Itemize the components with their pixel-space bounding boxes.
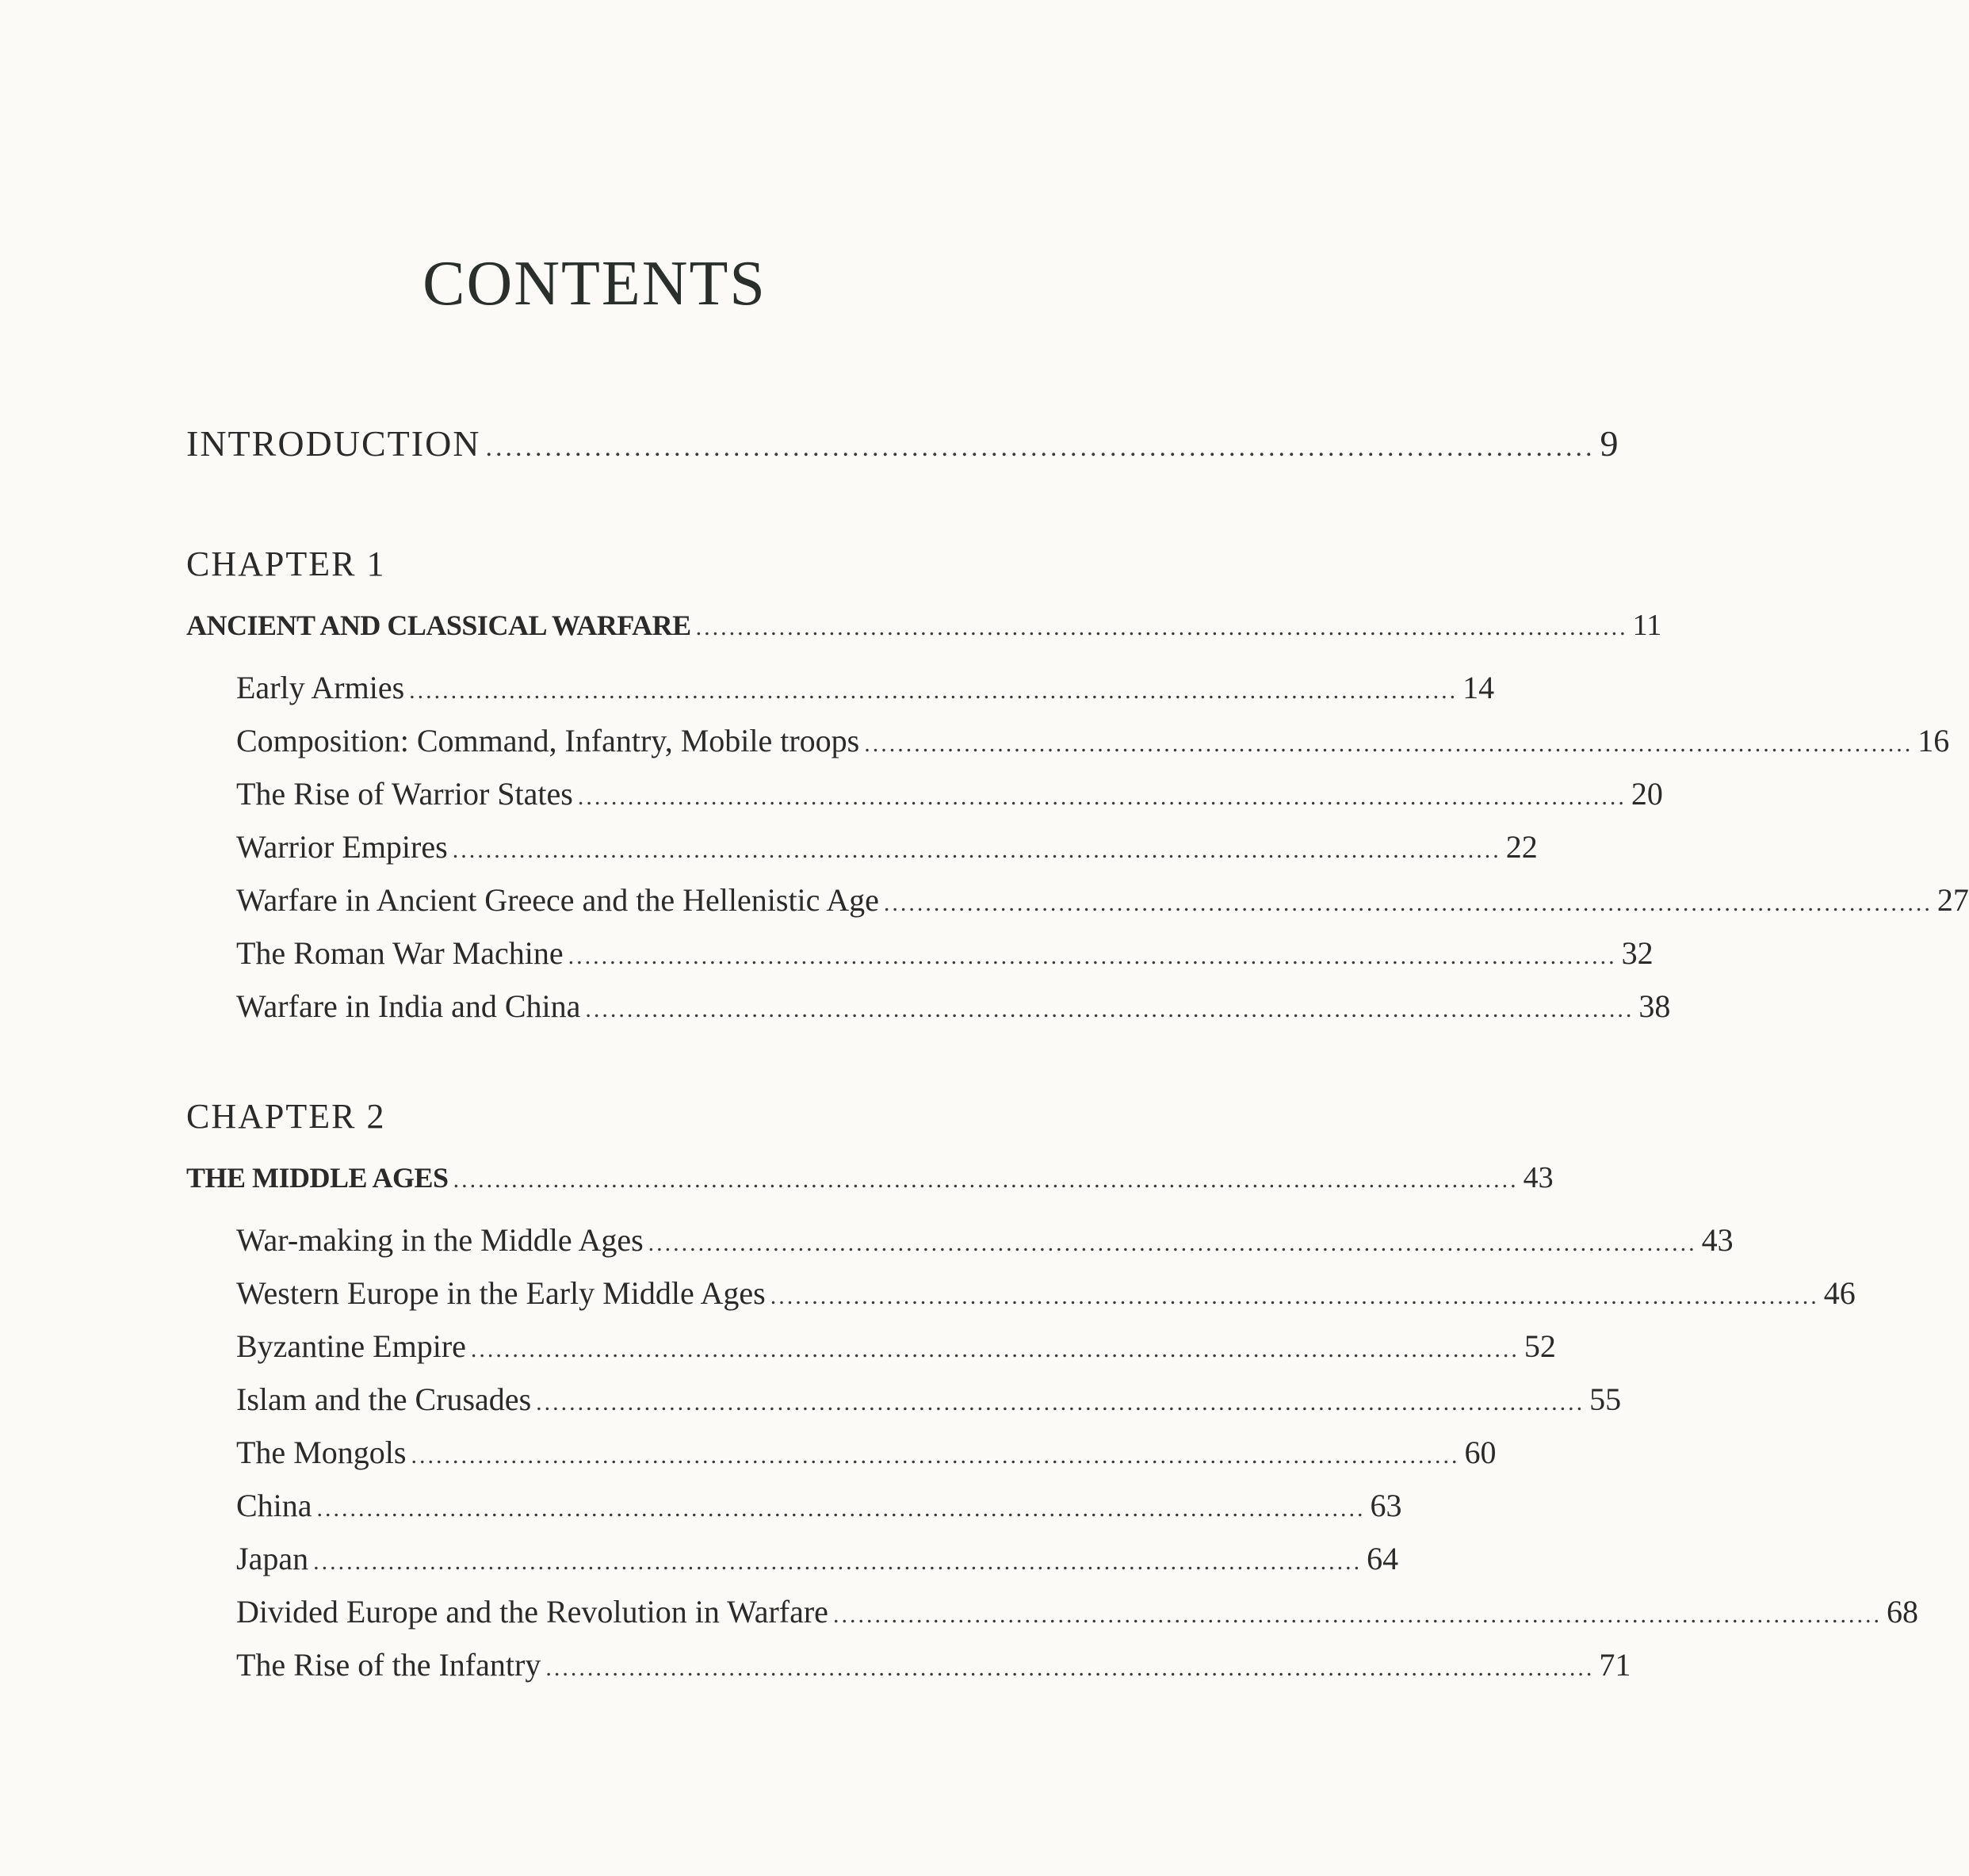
chapter-heading: CHAPTER 2: [186, 1097, 386, 1136]
toc-entry-label: Warrior Empires: [236, 829, 448, 865]
leader-dots: ................................................................................................................: [695, 614, 1628, 640]
leader-dots: ..............................................................................................................................: [883, 890, 1933, 916]
toc-entry[interactable]: [236, 988, 1671, 1024]
leader-dots: ..............................................................................................................................: [585, 996, 1634, 1022]
toc-entry-label: Divided Europe and the Revolution in Warfare: [236, 1594, 828, 1630]
toc-entry-page: 71: [1599, 1647, 1631, 1683]
toc-entry-page: 43: [1701, 1222, 1734, 1258]
toc-entry[interactable]: [236, 1328, 1556, 1364]
leader-dots: ..............................................................................................................................: [864, 731, 1914, 757]
toc-entry-label: War-making in the Middle Ages: [236, 1222, 644, 1258]
toc-entry-label: Western Europe in the Early Middle Ages: [236, 1275, 766, 1311]
toc-entry-page: 32: [1621, 935, 1654, 971]
toc-entry-page: 68: [1886, 1594, 1918, 1630]
toc-entry-page: 9: [1600, 423, 1620, 464]
toc-entry[interactable]: [236, 1381, 1622, 1417]
toc-entry-page: 20: [1631, 776, 1663, 812]
toc-entry[interactable]: [236, 1435, 1497, 1470]
toc-entry-label: Early Armies: [236, 670, 405, 705]
toc-entry[interactable]: [236, 1222, 1734, 1258]
toc-entry[interactable]: [236, 1594, 1918, 1630]
page-title: CONTENTS: [422, 249, 767, 319]
leader-dots: ..............................................................................................................................: [411, 1442, 1460, 1469]
toc-entry-page: 38: [1638, 988, 1671, 1024]
toc-entry-label: Japan: [236, 1541, 309, 1576]
toc-entry[interactable]: [236, 670, 1495, 705]
toc-entry[interactable]: [236, 882, 1969, 918]
toc-entry-page: 55: [1589, 1381, 1622, 1417]
toc-entry[interactable]: [236, 1647, 1631, 1683]
leader-dots: ..............................................................................................................................: [313, 1549, 1363, 1575]
toc-entry-label: The Roman War Machine: [236, 935, 564, 971]
toc-entry-page: 27: [1937, 882, 1969, 918]
toc-entry-label: INTRODUCTION: [186, 423, 481, 464]
toc-entry-page: 43: [1523, 1161, 1554, 1194]
leader-dots: ..............................................................................................................................: [545, 1655, 1595, 1681]
toc-entry[interactable]: [236, 829, 1538, 865]
leader-dots: ..............................................................................................................................: [648, 1230, 1697, 1256]
toc-entry-label: The Mongols: [236, 1435, 407, 1470]
leader-dots: ..............................................................................................................................: [832, 1602, 1882, 1628]
toc-entry[interactable]: [236, 1541, 1399, 1576]
leader-dots: ..............................................................................................................................: [409, 678, 1459, 704]
leader-dots: ..............................................................................................................................: [316, 1496, 1366, 1522]
toc-entry-label: Byzantine Empire: [236, 1328, 466, 1364]
chapter-heading: CHAPTER 1: [186, 544, 386, 583]
leader-dots: ..............................................................................................................................: [536, 1389, 1585, 1416]
toc-entry-label: Warfare in Ancient Greece and the Hellenistic Age: [236, 882, 879, 918]
toc-entry-label: China: [236, 1488, 312, 1523]
leader-dots: ................................................................................................................................: [453, 1167, 1519, 1193]
toc-entry[interactable]: [236, 935, 1654, 971]
toc-entry-label: Composition: Command, Infantry, Mobile troops: [236, 723, 860, 758]
toc-entry-page: 46: [1823, 1275, 1856, 1311]
toc-entry-label: The Rise of the Infantry: [236, 1647, 541, 1683]
toc-entry-label: THE MIDDLE AGES: [186, 1162, 449, 1194]
toc-entry-page: 22: [1505, 829, 1538, 865]
toc-entry-label: Islam and the Crusades: [236, 1381, 532, 1417]
toc-entry-chapter-title[interactable]: [186, 609, 1662, 642]
toc-entry-introduction[interactable]: [186, 423, 1620, 464]
toc-entry[interactable]: [236, 776, 1663, 812]
toc-entry-label: ANCIENT AND CLASSICAL WARFARE: [186, 609, 691, 641]
toc-entry-page: 63: [1370, 1488, 1402, 1523]
leader-dots: ..............................................................................................................................: [568, 943, 1617, 969]
toc-entry-page: 60: [1464, 1435, 1497, 1470]
toc-entry-label: The Rise of Warrior States: [236, 776, 573, 812]
toc-entry-page: 16: [1917, 723, 1950, 758]
toc-entry-page: 11: [1632, 609, 1662, 642]
toc-entry-chapter-title[interactable]: [186, 1161, 1554, 1194]
toc-entry[interactable]: [236, 1275, 1856, 1311]
toc-entry-page: 64: [1367, 1541, 1399, 1576]
toc-entry[interactable]: [236, 723, 1950, 758]
leader-dots: ................................................................................................................: [485, 433, 1596, 462]
toc-entry[interactable]: [236, 1488, 1402, 1523]
leader-dots: ..............................................................................................................................: [577, 784, 1627, 810]
toc-entry-page: 52: [1524, 1328, 1556, 1364]
toc-entry-label: Warfare in India and China: [236, 988, 581, 1024]
leader-dots: ..............................................................................................................................: [470, 1336, 1520, 1362]
toc-entry-page: 14: [1462, 670, 1495, 705]
leader-dots: ..............................................................................................................................: [770, 1283, 1819, 1309]
leader-dots: ..............................................................................................................................: [452, 837, 1501, 863]
